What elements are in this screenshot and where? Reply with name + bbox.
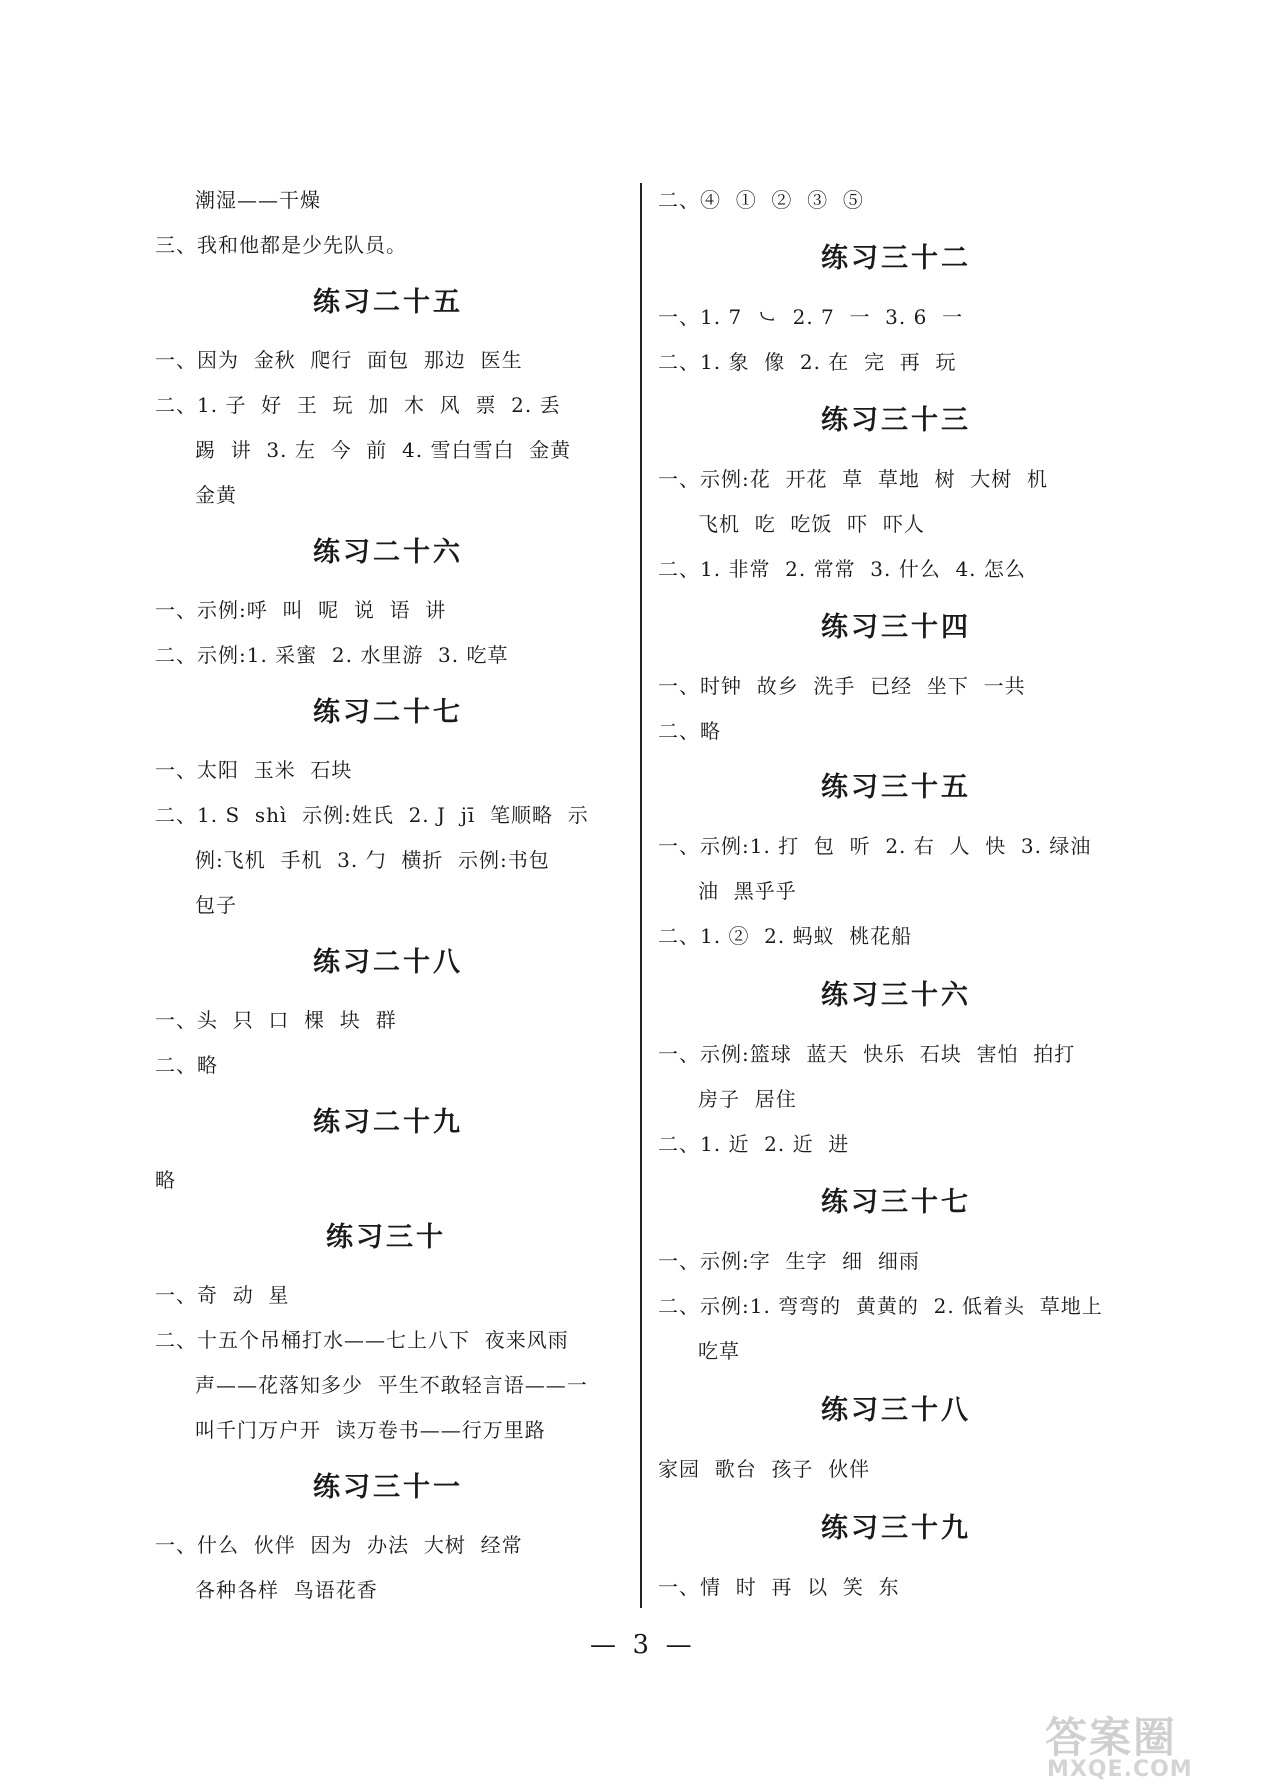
answer-line: 一、示例:字 生字 细 细雨 bbox=[658, 1249, 920, 1273]
answer-line: 一、示例:1. 打 包 听 2. 右 人 快 3. 绿油 bbox=[658, 834, 1092, 858]
section-heading: 练习三十九 bbox=[821, 1513, 971, 1544]
section-heading: 练习三十六 bbox=[821, 980, 971, 1011]
answer-line: 二、1. 非常 2. 常常 3. 什么 4. 怎么 bbox=[658, 557, 1026, 581]
answer-line: 踢 讲 3. 左 今 前 4. 雪白雪白 金黄 bbox=[195, 438, 572, 462]
watermark-logo bbox=[1045, 1705, 1270, 1785]
answer-line: 一、什么 伙伴 因为 办法 大树 经常 bbox=[155, 1533, 523, 1557]
answer-line: 二、十五个吊桶打水——七上八下 夜来风雨 bbox=[155, 1328, 569, 1352]
section-heading: 练习三十四 bbox=[821, 612, 971, 643]
answer-line: 一、示例:花 开花 草 草地 树 大树 机 bbox=[658, 467, 1049, 491]
answer-line: 一、情 时 再 以 笑 东 bbox=[658, 1575, 900, 1599]
section-heading: 练习二十九 bbox=[313, 1107, 463, 1138]
answer-line: 三、我和他都是少先队员。 bbox=[155, 233, 407, 257]
answer-line: 二、1. ② 2. 蚂蚁 桃花船 bbox=[658, 924, 913, 948]
answer-line: 声——花落知多少 平生不敢轻言语——一 bbox=[195, 1373, 588, 1397]
answer-line: 叫千门万户开 读万卷书——行万里路 bbox=[195, 1418, 546, 1442]
answer-line: 略 bbox=[155, 1168, 176, 1192]
answer-line: 油 黑乎乎 bbox=[698, 879, 797, 903]
answer-line: 一、时钟 故乡 洗手 已经 坐下 一共 bbox=[658, 674, 1026, 698]
answer-line: 二、略 bbox=[155, 1053, 218, 1077]
section-heading: 练习三十五 bbox=[821, 772, 971, 803]
section-heading: 练习二十六 bbox=[313, 537, 463, 568]
answer-line: 潮湿——干燥 bbox=[195, 188, 321, 212]
answer-line: 家园 歌台 孩子 伙伴 bbox=[658, 1457, 871, 1481]
answer-line: 二、示例:1. 采蜜 2. 水里游 3. 吃草 bbox=[155, 643, 509, 667]
answer-line: 一、示例:篮球 蓝天 快乐 石块 害怕 拍打 bbox=[658, 1042, 1076, 1066]
answer-line: 金黄 bbox=[195, 483, 237, 507]
answer-line: 房子 居住 bbox=[698, 1087, 797, 1111]
answer-line: 二、1. 近 2. 近 进 bbox=[658, 1132, 850, 1156]
answer-line: 一、因为 金秋 爬行 面包 那边 医生 bbox=[155, 348, 523, 372]
answer-line: 一、太阳 玉米 石块 bbox=[155, 758, 353, 782]
answer-line: 一、1. 7 ㇃ 2. 7 一 3. 6 一 bbox=[658, 305, 964, 329]
section-heading: 练习三十七 bbox=[821, 1187, 971, 1218]
answer-line: 一、奇 动 星 bbox=[155, 1283, 290, 1307]
column-divider bbox=[640, 183, 642, 1608]
answer-line: 二、1. S shì 示例:姓氏 2. J jī 笔顺略 示 bbox=[155, 803, 589, 827]
section-heading: 练习三十三 bbox=[821, 405, 971, 436]
answer-line: 包子 bbox=[195, 893, 237, 917]
section-heading: 练习三十二 bbox=[821, 243, 971, 274]
section-heading: 练习三十一 bbox=[313, 1472, 463, 1503]
section-heading: 练习三十八 bbox=[821, 1395, 971, 1426]
answer-line: 例:飞机 手机 3. 勹 横折 示例:书包 bbox=[195, 848, 550, 872]
answer-line: 二、1. 子 好 王 玩 加 木 风 票 2. 丢 bbox=[155, 393, 561, 417]
section-heading: 练习二十七 bbox=[313, 697, 463, 728]
answer-line: 二、④ ① ② ③ ⑤ bbox=[658, 188, 864, 212]
answer-line: 飞机 吃 吃饭 吓 吓人 bbox=[698, 512, 925, 536]
answer-line: 各种各样 鸟语花香 bbox=[195, 1578, 378, 1602]
answer-line: 吃草 bbox=[698, 1339, 740, 1363]
answer-line: 二、略 bbox=[658, 719, 721, 743]
answer-line: 二、示例:1. 弯弯的 黄黄的 2. 低着头 草地上 bbox=[658, 1294, 1103, 1318]
page-number: — 3 — bbox=[590, 1630, 692, 1660]
watermark-url: MXQE.COM bbox=[1047, 1757, 1193, 1782]
answer-line: 一、头 只 口 棵 块 群 bbox=[155, 1008, 397, 1032]
section-heading: 练习二十八 bbox=[313, 947, 463, 978]
answer-line: 二、1. 象 像 2. 在 完 再 玩 bbox=[658, 350, 957, 374]
section-heading: 练习三十 bbox=[326, 1222, 446, 1253]
watermark-brand: 答案圈 bbox=[1045, 1713, 1178, 1762]
answer-line: 一、示例:呼 叫 呢 说 语 讲 bbox=[155, 598, 447, 622]
section-heading: 练习二十五 bbox=[313, 287, 463, 318]
